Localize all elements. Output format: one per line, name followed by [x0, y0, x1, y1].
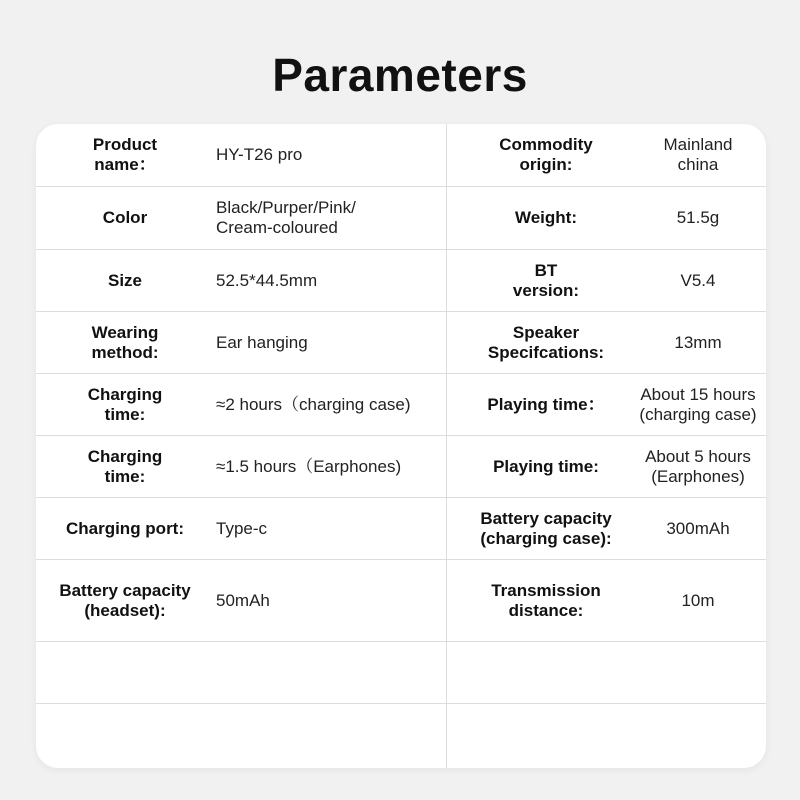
param-value: Ear hanging [216, 332, 308, 352]
param-label: Size [107, 270, 143, 290]
param-label: Charging time: [87, 384, 163, 424]
param-label: Playing time: [493, 456, 599, 476]
param-value: About 5 hours (Earphones) [645, 446, 751, 486]
table-row [36, 374, 766, 436]
param-value: HY-T26 pro [216, 145, 303, 164]
param-label: BT version: [512, 260, 580, 300]
param-label [456, 704, 636, 767]
param-label: Wearing method: [91, 322, 159, 362]
param-value: 300mAh [666, 518, 730, 538]
param-value: 52.5*44.5mm [216, 270, 318, 290]
param-label: Speaker Specifcations: [487, 322, 605, 362]
param-label: Transmission distance: [491, 580, 601, 620]
table-row [36, 704, 766, 768]
param-label [50, 704, 200, 767]
param-label: Product name： [92, 135, 158, 174]
param-label: Charging time: [87, 446, 163, 486]
param-value: 13mm [674, 332, 722, 352]
param-label [50, 642, 200, 703]
param-value: Type-c [216, 518, 268, 538]
param-value: 51.5g [676, 208, 720, 227]
table-row [36, 560, 766, 642]
param-label: Battery capacity (charging case): [480, 508, 612, 548]
table-row [36, 187, 766, 250]
parameters-table [36, 124, 766, 768]
param-value [630, 704, 766, 767]
param-value: 50mAh [216, 590, 270, 610]
table-row [36, 642, 766, 704]
table-row [36, 312, 766, 374]
param-label: Charging port: [65, 518, 185, 538]
param-value: ≈1.5 hours（Earphones) [216, 456, 402, 476]
param-label: Commodity origin: [499, 135, 593, 174]
param-value: ≈2 hours（charging case) [216, 394, 411, 414]
table-row [36, 498, 766, 560]
param-value [216, 642, 444, 703]
param-label: Color [102, 208, 148, 227]
param-value: Mainland china [663, 135, 733, 174]
table-row [36, 436, 766, 498]
param-value: Black/Purper/Pink/ Cream-coloured [216, 198, 356, 237]
param-label: Battery capacity (headset): [59, 580, 191, 620]
param-value: V5.4 [680, 270, 716, 290]
param-label: Weight: [514, 208, 577, 227]
page-title: Parameters [272, 49, 528, 101]
param-value [216, 704, 444, 767]
table-row [36, 250, 766, 312]
param-value: 10m [681, 590, 715, 610]
param-value: About 15 hours (charging case) [639, 384, 757, 424]
param-label: Playing time： [487, 394, 605, 414]
param-label [456, 642, 636, 703]
param-value [630, 642, 766, 703]
table-row [36, 124, 766, 187]
